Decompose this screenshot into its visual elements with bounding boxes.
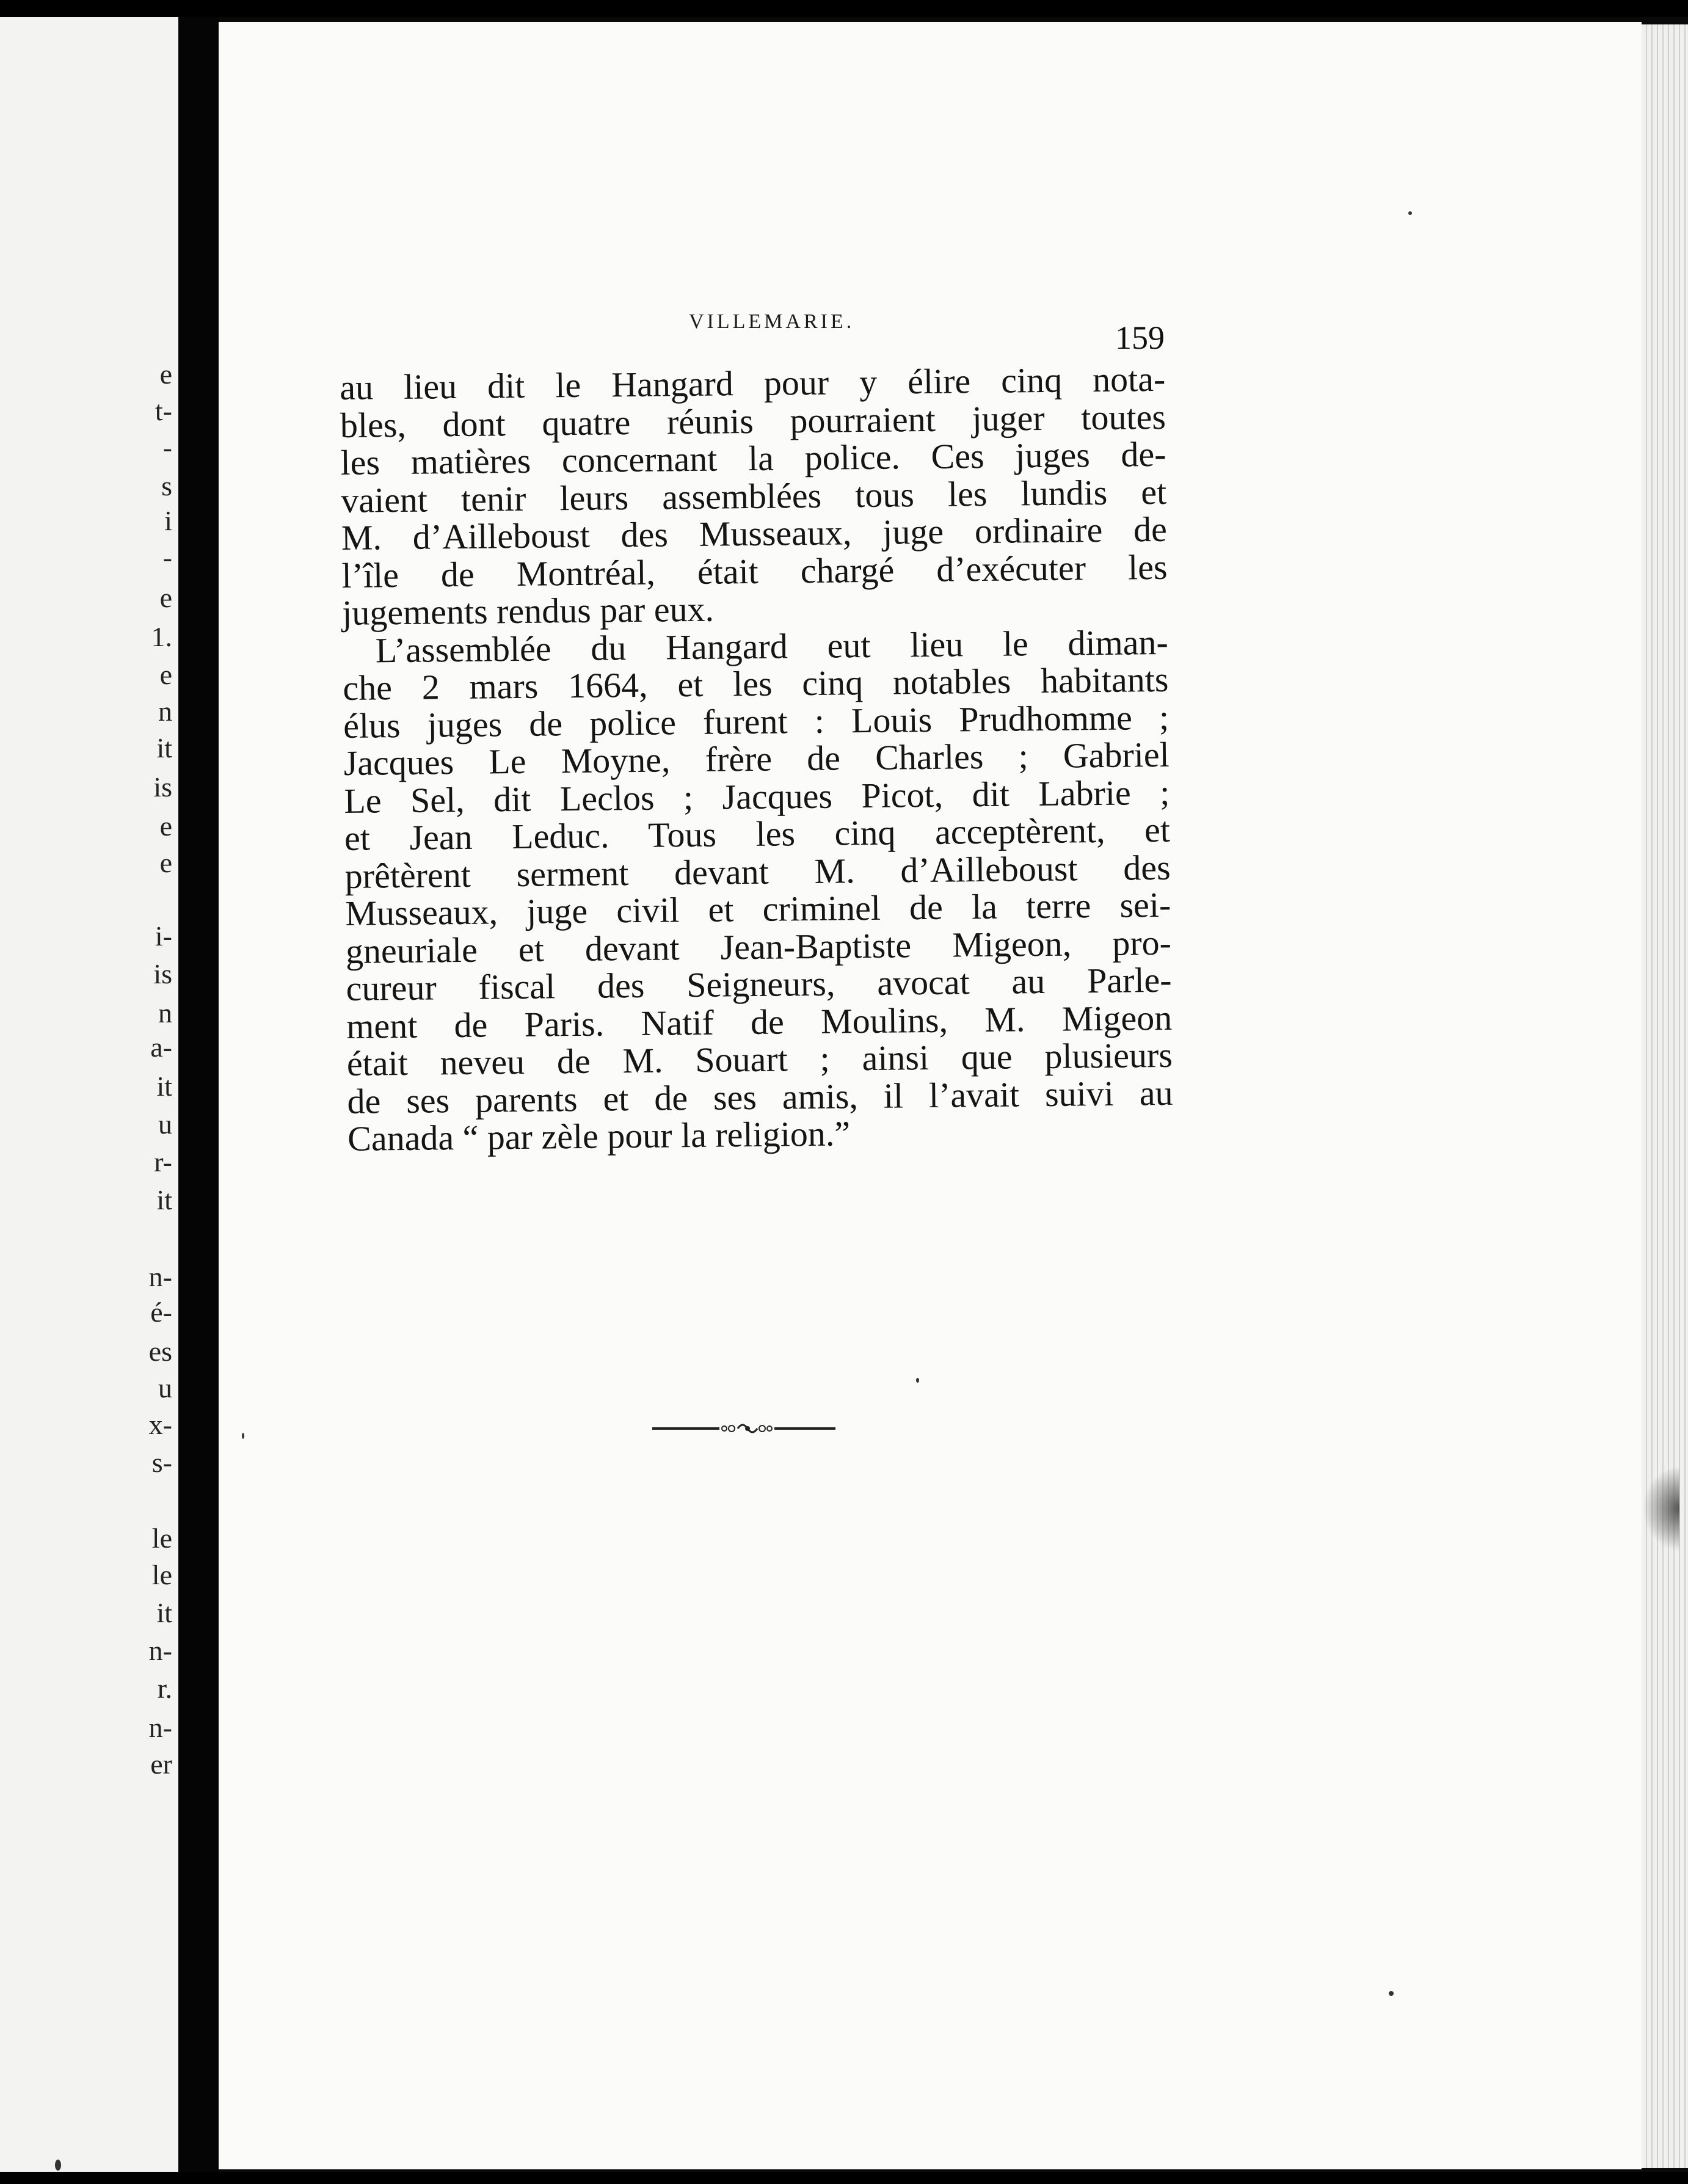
paragraph-1 [340,360,1168,632]
paragraph-2 [343,623,1174,1157]
left-page-fragment: es [148,1336,172,1367]
paper-speck [1389,1991,1394,1996]
left-page-fragment: s- [151,1447,172,1478]
text-line: Canada “ par zèle pour la religion.” [347,1113,851,1159]
body-text [340,360,1173,1158]
scanner-bottom-edge [0,2172,1688,2184]
left-page-fragment: u [158,1372,172,1403]
text-line: était neveu de M. Souart ; ainsi que plusieurs [346,1035,1173,1083]
text-line: Jacques Le Moyne, frère de Charles ; Gabriel [343,734,1170,783]
left-page-fragment: u [158,1108,172,1140]
left-page-fragment: e [159,359,172,390]
left-page-fragment: x- [148,1409,172,1440]
text-line: les matières concernant la police. Ces juges de- [340,434,1166,482]
page-edges [1642,24,1688,2168]
ornament-rule-icon [652,1421,835,1436]
left-page-fragment: e [159,847,172,878]
running-head: VILLEMARIE. [689,310,855,333]
left-page-fragment: n- [148,1712,172,1743]
left-page-fragment: is [153,771,172,803]
text-line: gneuriale et devant Jean-Baptiste Migeon, pro- [345,922,1172,971]
left-page-fragment: 1. [151,621,172,652]
scanner-top-edge [0,0,1688,17]
text-line: de ses parents et de ses amis, il l’avait suivi au [347,1072,1173,1121]
paper-speck [916,1378,919,1383]
text-line: et Jean Leduc. Tous les cinq acceptèrent, et [344,809,1171,858]
text-line: vaient tenir leurs assemblées tous les lundis et [340,471,1167,520]
text-line: Le Sel, dit Leclos ; Jacques Picot, dit Labrie ; [344,772,1170,821]
paper-speck [55,2160,61,2171]
left-page-fragment: n- [148,1261,172,1292]
text-line: au lieu dit le Hangard pour y élire cinq nota- [339,359,1166,407]
text-line: M. d’Ailleboust des Musseaux, juge ordinaire de [341,509,1168,558]
left-page-fragment: it [156,1071,172,1102]
text-line: Musseaux, juge civil et criminel de la terre sei- [344,884,1171,933]
text-line: L’assemblée du Hangard eut lieu le diman- [375,622,1169,670]
paper-speck [1408,211,1412,215]
text-line: cureur fiscal des Seigneurs, avocat au Parle- [346,959,1172,1008]
text-line: ment de Paris. Natif de Moulins, M. Migeon [346,997,1173,1046]
text-line: prêtèrent serment devant M. d’Ailleboust des [344,847,1171,896]
left-page-fragment: le [151,1523,172,1554]
left-page-fragment: e [159,810,172,842]
left-page-fragment: s [161,470,172,501]
text-line: élus juges de police furent : Louis Prudhomme ; [343,697,1170,746]
text-line: jugements rendus par eux. [341,589,715,633]
text-line: bles, dont quatre réunis pourraient juger toutes [340,396,1166,445]
left-page-fragment: - [162,432,172,463]
left-page-fragment: é- [150,1297,172,1328]
left-page-fragment: a- [150,1032,172,1063]
left-page-fragment: it [156,1184,172,1215]
thumb-shadow [1643,1466,1679,1551]
left-page-fragment: it [156,1597,172,1628]
text-line: che 2 mars 1664, et les cinq notables habitants [343,659,1169,708]
left-page-fragment: i- [155,920,172,952]
left-page-fragment: e [159,659,172,690]
left-page-fragment: it [156,732,172,763]
left-page-fragment: e [159,582,172,613]
left-page-fragment: i [164,505,172,536]
text-line: l’île de Montréal, était chargé d’exécuter les [341,547,1168,595]
left-page-fragment: n [158,997,172,1028]
left-page-fragment: n- [148,1635,172,1666]
left-page-fragment: r- [154,1146,172,1178]
book-gutter [178,17,219,2173]
left-page-fragment: le [151,1559,172,1590]
left-page-fragment: n [158,696,172,727]
left-page-fragment: er [150,1749,172,1780]
paper-speck [242,1433,244,1439]
page-number: 159 [1115,319,1165,356]
left-page-fragment: is [153,958,172,989]
left-page-fragment: t- [155,395,172,426]
left-page-fragment: r. [157,1673,172,1704]
previous-page-sliver [0,17,178,2173]
left-page-fragment: - [162,542,172,573]
